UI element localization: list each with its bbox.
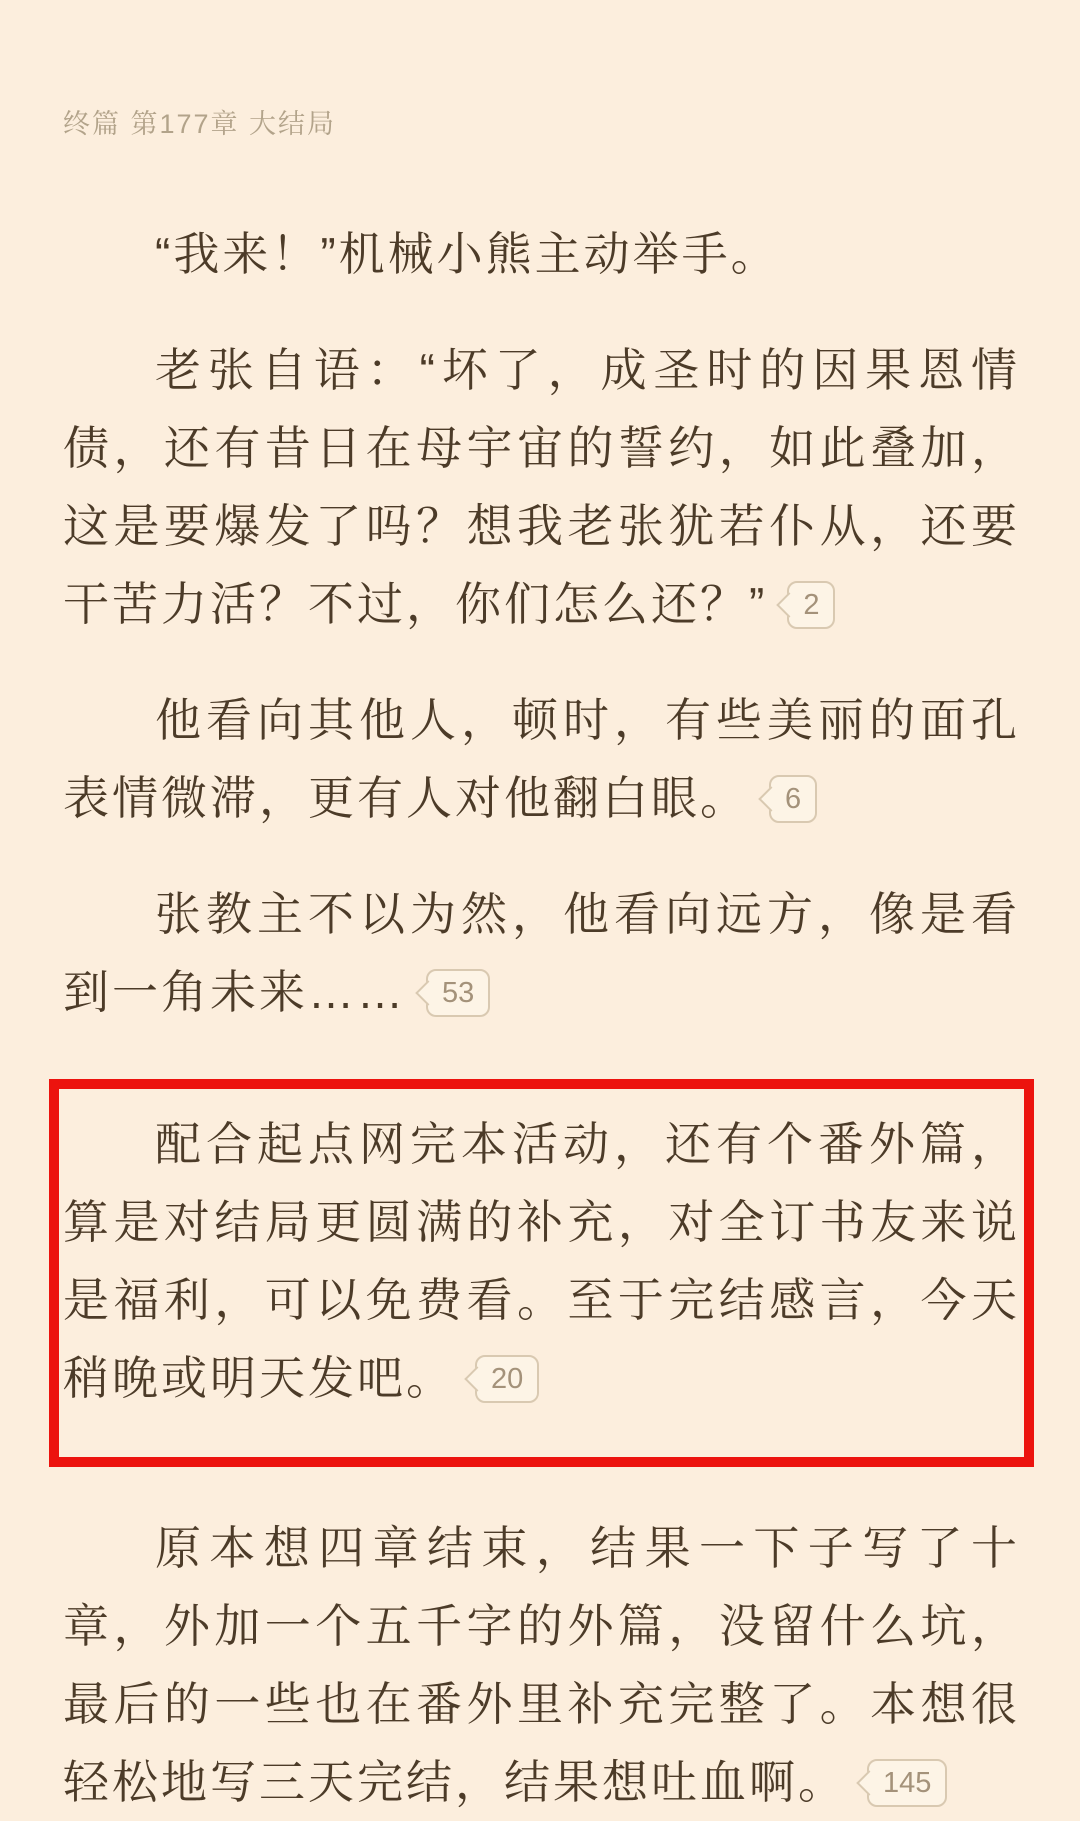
chapter-title: 终篇 第177章 大结局 [63,109,337,139]
annotation-red-box [49,1079,1034,1467]
comment-count: 20 [491,1363,524,1395]
paragraph-text: 老张自语：“坏了，成圣时的因果恩情债，还有昔日在母宇宙的誓约，如此叠加，这是要爆发了吗？想我老张犹若仆从，还要干苦力活？不过，你们怎么还？” [63,344,1020,630]
comment-count: 53 [442,977,475,1009]
comment-count-badge[interactable] [867,1759,947,1807]
comment-bubble-tail-icon [856,1770,881,1795]
paragraph [63,875,1020,1031]
comment-count: 6 [785,783,802,815]
comment-bubble-tail-icon [415,980,440,1005]
paragraph-text: 原本想四章结束，结果一下子写了十章，外加一个五千字的外篇，没留什么坑，最后的一些也在番外里补充完整了。本想很轻松地写三天完结，结果想吐血啊。 [63,1522,1020,1808]
paragraph [63,1509,1020,1821]
comment-count: 2 [803,589,820,621]
paragraph-text: “我来！”机械小熊主动举手。 [155,228,780,280]
paragraph [63,681,1020,837]
comment-count-badge[interactable] [769,775,817,823]
paragraph [63,331,1020,643]
paragraph-text: 他看向其他人，顿时，有些美丽的面孔表情微滞，更有人对他翻白眼。 [63,694,1020,824]
paragraph [63,215,1020,293]
comment-bubble-tail-icon [464,1366,489,1391]
paragraph-text: 配合起点网完本活动，还有个番外篇，算是对结局更圆满的补充，对全订书友来说是福利，可以免费看。至于完结感言，今天稍晚或明天发吧。 [63,1118,1020,1404]
paragraph-text: 张教主不以为然，他看向远方，像是看到一角未来…… [63,888,1020,1018]
comment-bubble-tail-icon [777,592,802,617]
comment-count: 145 [883,1767,932,1799]
chapter-content [63,215,1020,1821]
comment-bubble-tail-icon [758,786,783,811]
comment-count-badge[interactable] [475,1355,539,1403]
paragraph-highlighted [63,1105,1020,1417]
comment-count-badge[interactable] [426,969,490,1017]
comment-count-badge[interactable] [787,581,835,629]
